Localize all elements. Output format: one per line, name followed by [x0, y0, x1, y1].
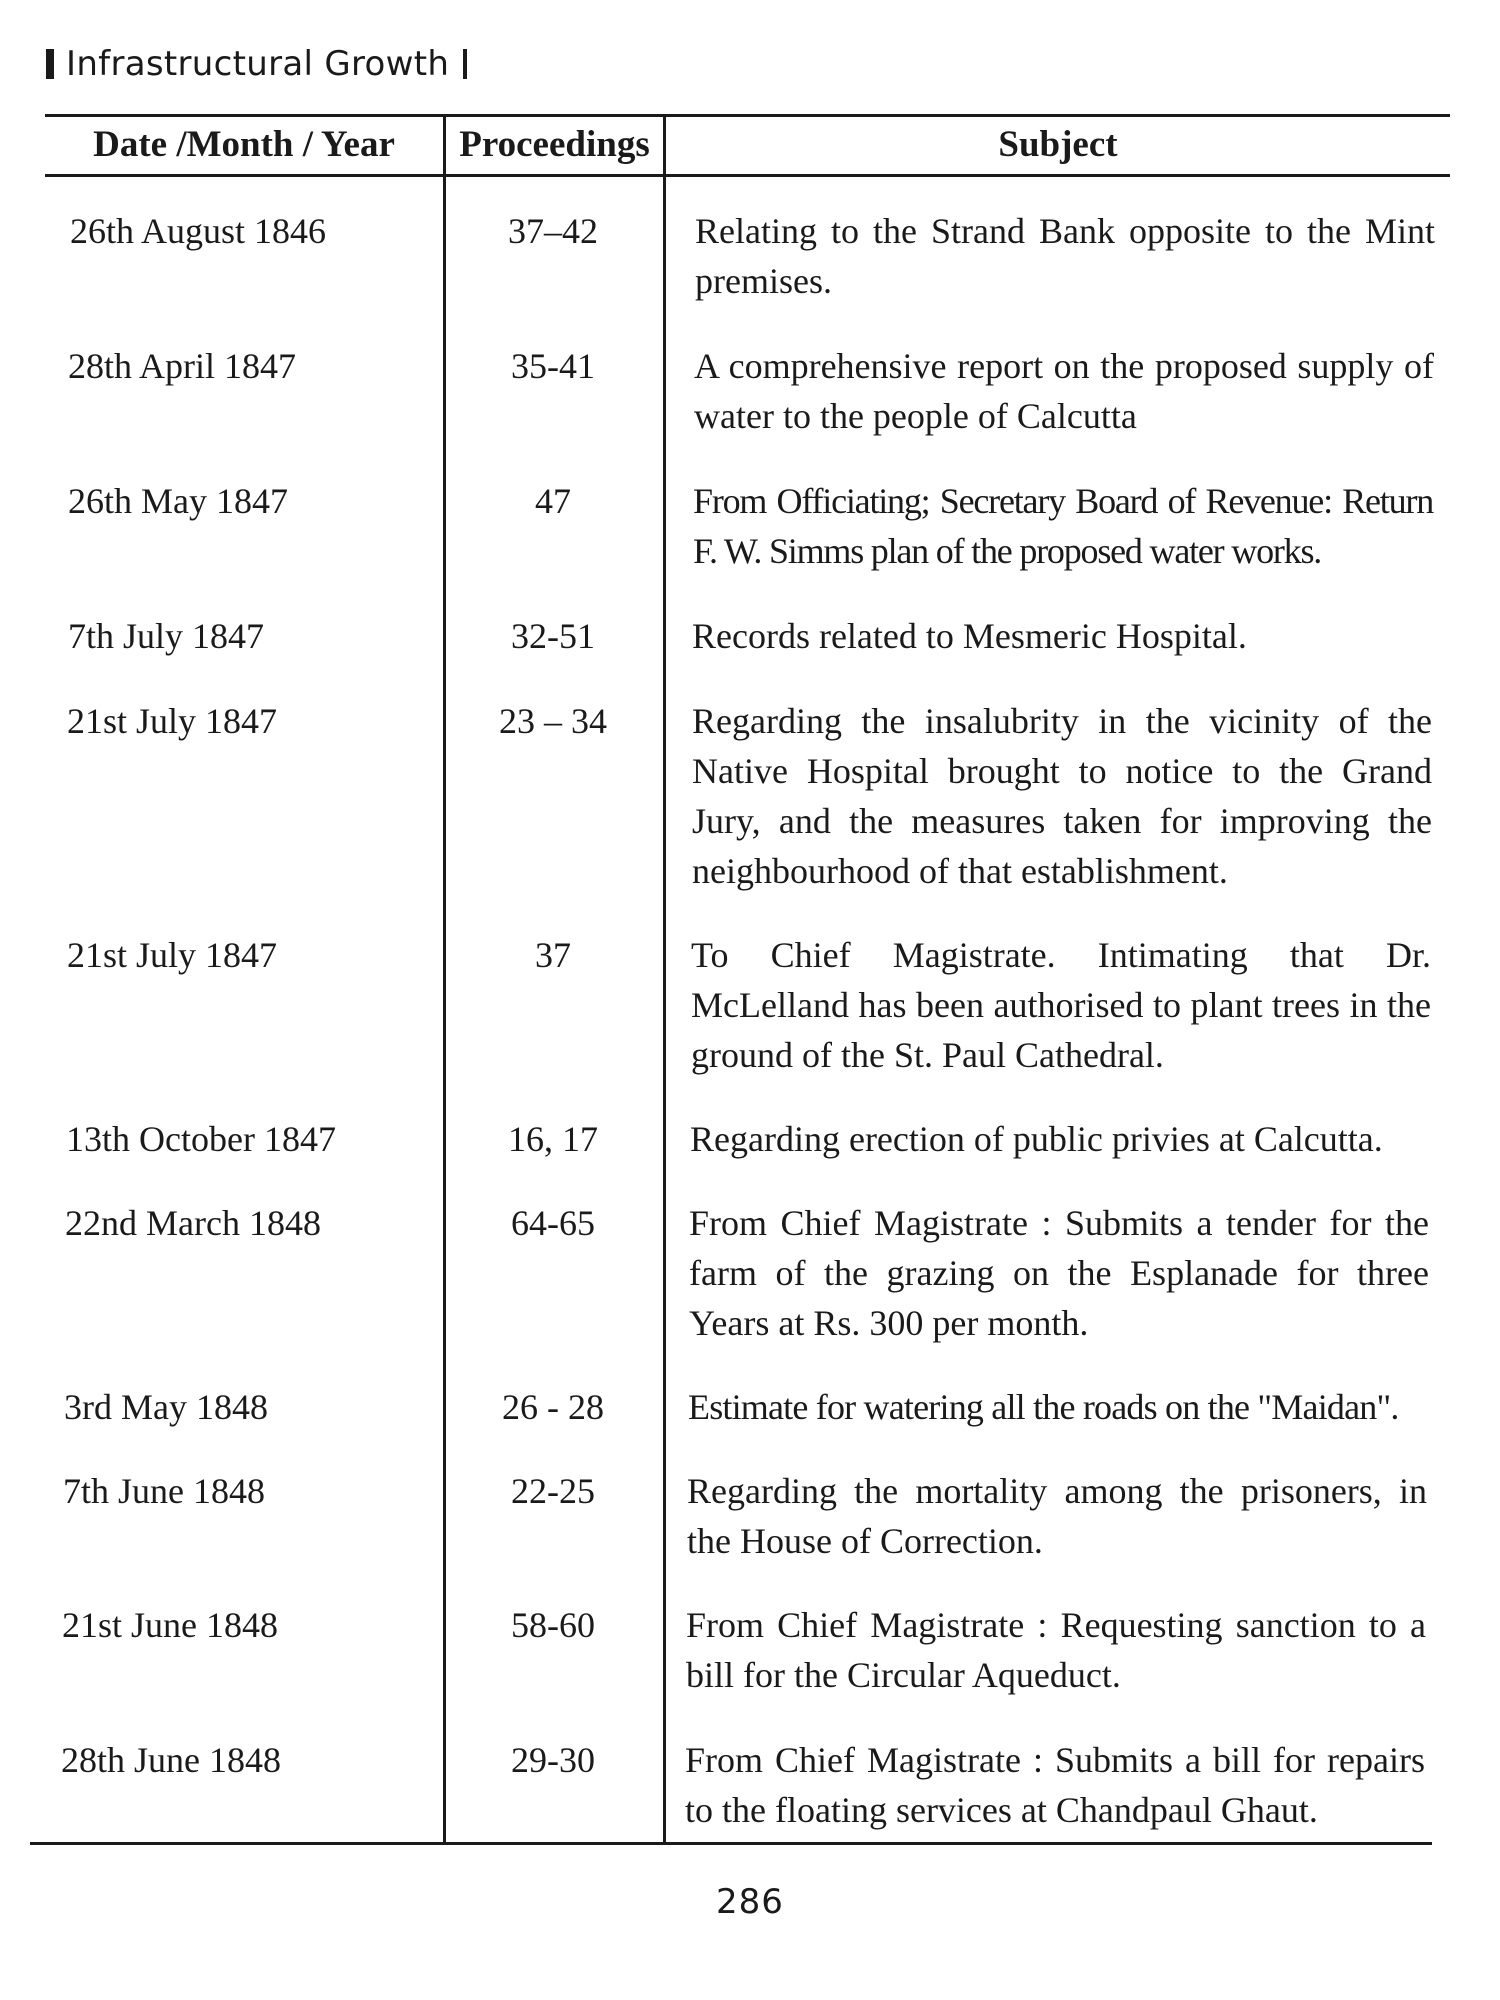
row-proceedings: 16, 17	[508, 1119, 598, 1159]
row-proceedings: 22-25	[511, 1471, 595, 1511]
column-header-date: Date /Month / Year	[93, 123, 395, 165]
row-date: 7th July 1847	[68, 616, 265, 656]
row-proceedings: 47	[535, 481, 571, 521]
column-header-proceedings: Proceedings	[459, 123, 650, 165]
row-date: 26th August 1846	[70, 211, 327, 251]
page-number: 286	[716, 1882, 784, 1922]
row-subject: Estimate for watering all the roads on the "Maidan".	[688, 1387, 1399, 1427]
proceedings-table	[30, 0, 1450, 2000]
row-proceedings: 23 – 34	[499, 701, 607, 741]
row-date: 7th June 1848	[63, 1471, 265, 1511]
row-date: 21st July 1847	[67, 701, 278, 741]
row-subject: From Chief Magistrate : Requesting sanction to a bill for the Circular Aqueduct.	[686, 1605, 1426, 1695]
row-proceedings: 37	[535, 935, 571, 975]
row-date: 28th June 1848	[61, 1740, 281, 1780]
row-subject: To Chief Magistrate. Intimating that Dr. McLelland has been authorised to plant trees in the ground of the St. Paul Cathedral.	[691, 935, 1431, 1075]
row-proceedings: 29-30	[511, 1740, 595, 1780]
row-proceedings: 35-41	[511, 346, 595, 386]
table-top-rule	[45, 114, 1450, 117]
row-date: 26th May 1847	[68, 481, 288, 521]
row-subject: Records related to Mesmeric Hospital.	[692, 616, 1247, 656]
row-date: 3rd May 1848	[64, 1387, 268, 1427]
row-subject: From Chief Magistrate : Submits a tender for the farm of the grazing on the Esplanade for three Years at Rs. 300 per month.	[689, 1203, 1429, 1343]
row-proceedings: 26 - 28	[502, 1387, 604, 1427]
table-bottom-rule	[30, 1842, 1432, 1845]
row-date: 21st July 1847	[67, 935, 278, 975]
row-subject: From Officiating; Secretary Board of Revenue: Return F. W. Simms plan of the proposed water works.	[693, 481, 1433, 571]
row-date: 28th April 1847	[68, 346, 297, 386]
row-subject: Regarding erection of public privies at Calcutta.	[690, 1119, 1383, 1159]
row-subject: From Chief Magistrate : Submits a bill for repairs to the floating services at Chandpaul Ghaut.	[685, 1740, 1425, 1830]
row-proceedings: 64-65	[511, 1203, 595, 1243]
row-subject: Relating to the Strand Bank opposite to the Mint premises.	[695, 211, 1435, 301]
row-proceedings: 32-51	[511, 616, 595, 656]
row-subject: A comprehensive report on the proposed supply of water to the people of Calcutta	[694, 346, 1434, 436]
table-header-rule	[45, 174, 1450, 177]
header-title: Infrastructural Growth	[66, 44, 450, 84]
column-header-subject: Subject	[998, 123, 1118, 165]
row-date: 22nd March 1848	[65, 1203, 321, 1243]
row-proceedings: 37–42	[508, 211, 598, 251]
row-date: 13th October 1847	[66, 1119, 336, 1159]
row-proceedings: 58-60	[511, 1605, 595, 1645]
row-subject: Regarding the insalubrity in the vicinity of the Native Hospital brought to notice to the Grand Jury, and the measures taken for improving the neighbourhood of that establishment.	[692, 701, 1432, 891]
row-date: 21st June 1848	[62, 1605, 278, 1645]
row-subject: Regarding the mortality among the prisoners, in the House of Correction.	[687, 1471, 1427, 1561]
